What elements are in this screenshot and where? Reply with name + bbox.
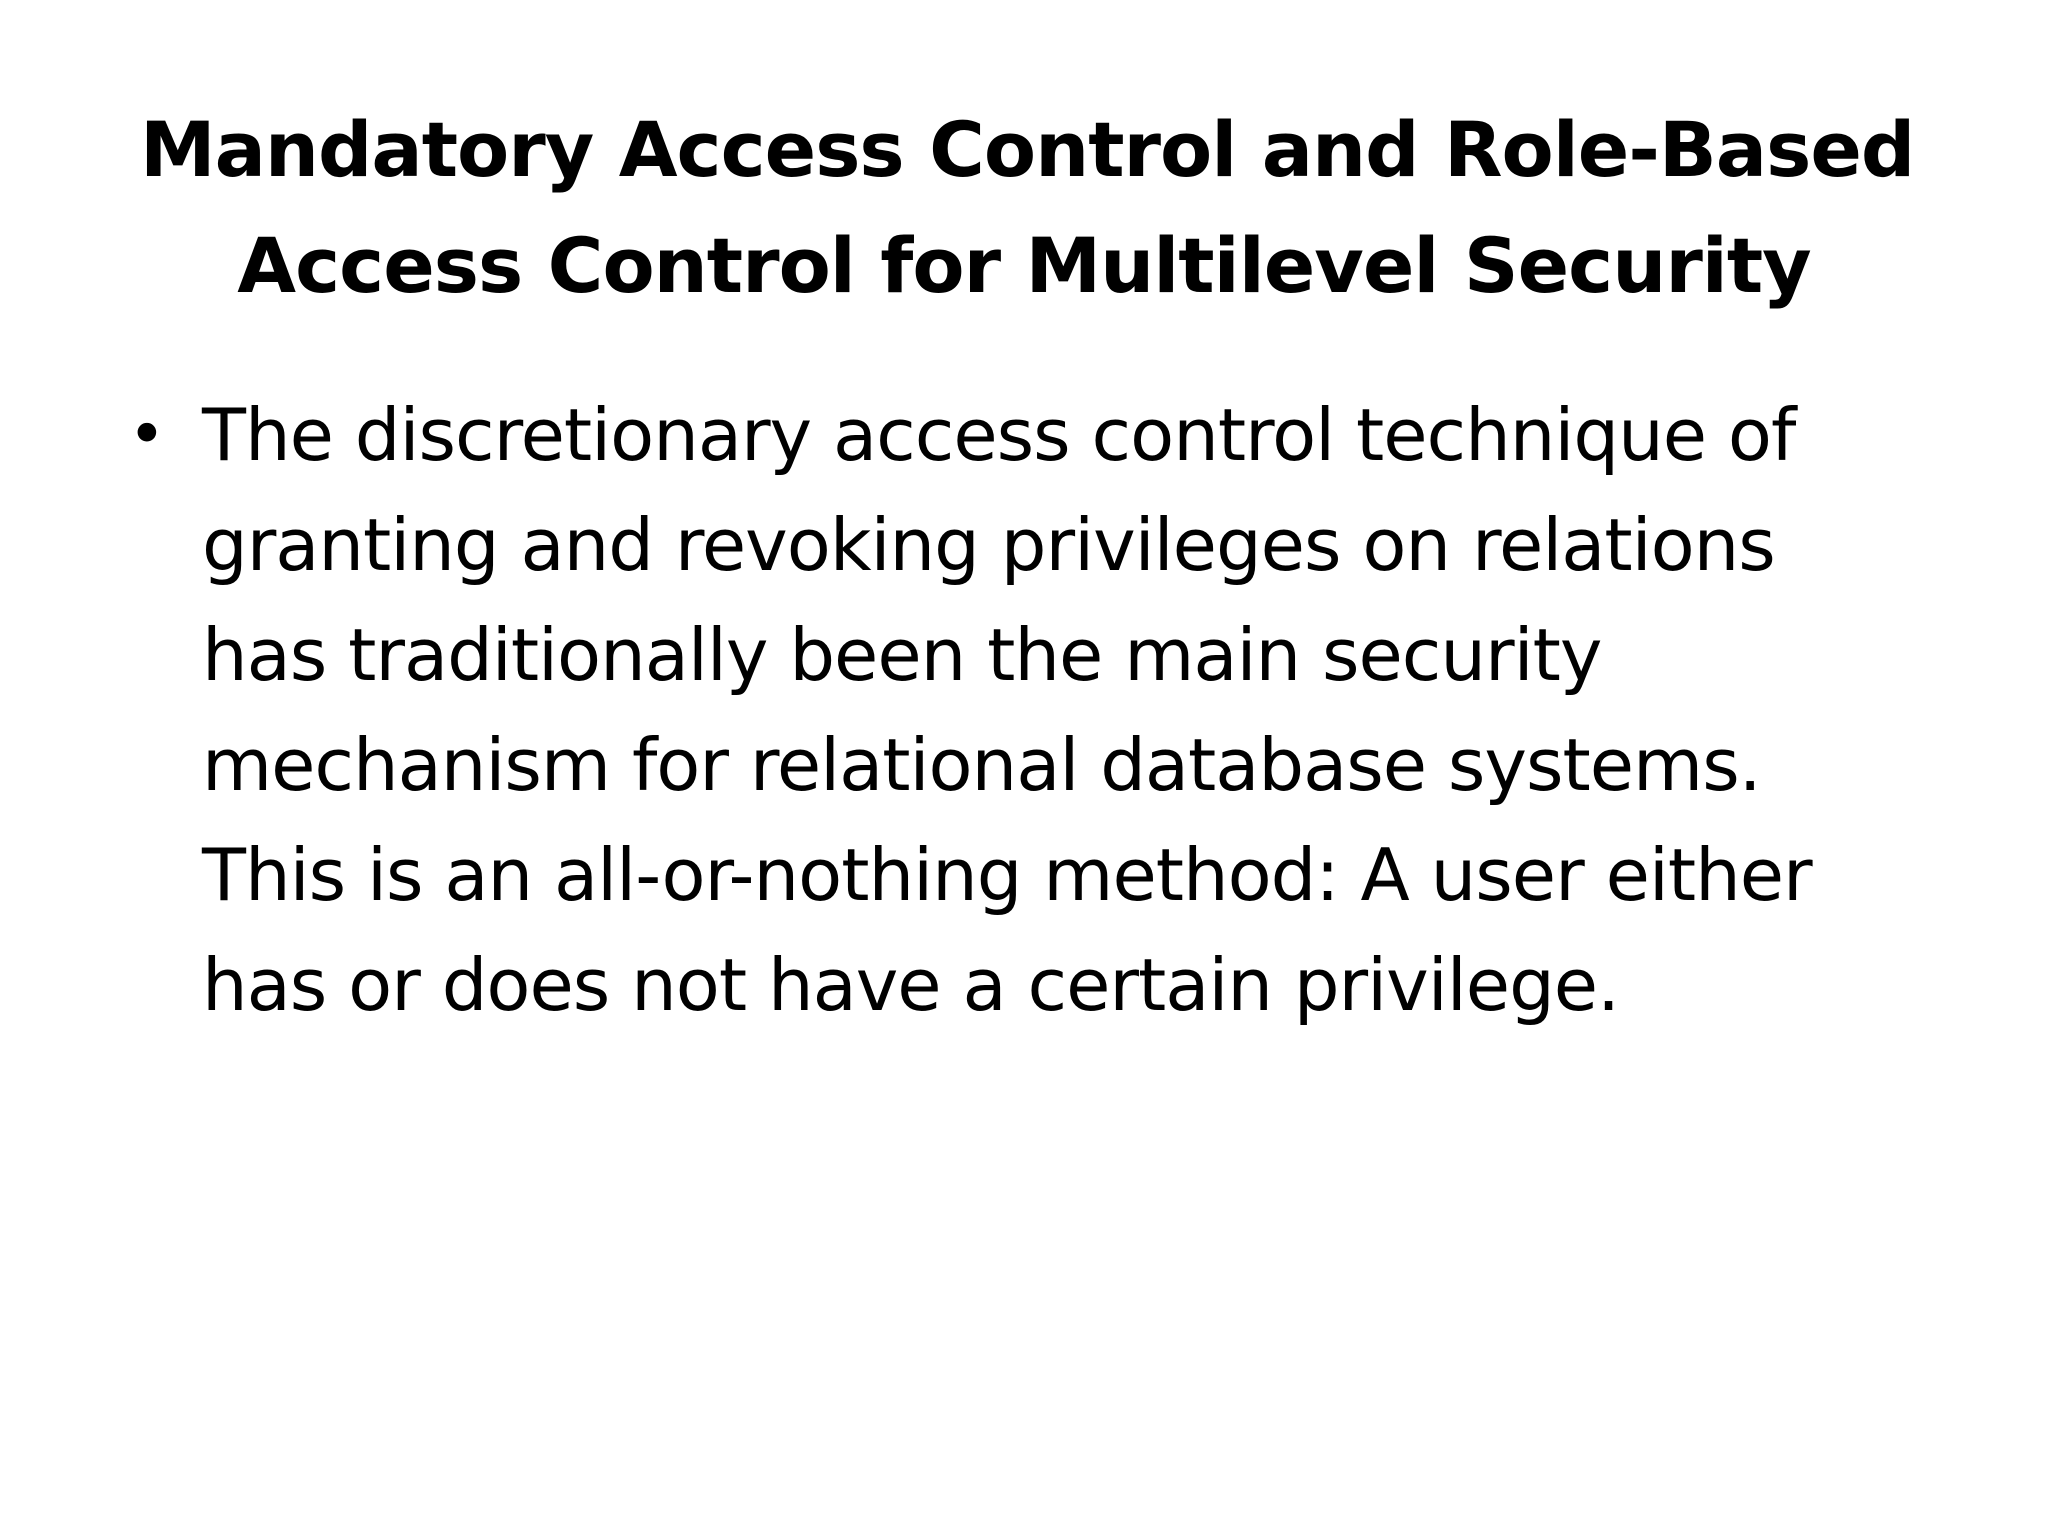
bullet-text-line-6: has or does not have a certain privilege. bbox=[202, 943, 1619, 1027]
bullet-text-line-4: mechanism for relational database systems. bbox=[202, 723, 1761, 807]
slide-title-line-1: Mandatory Access Control and Role-Based bbox=[140, 105, 1915, 194]
slide-body bbox=[120, 380, 1940, 1040]
bullet-text-line-5: This is an all-or-nothing method: A user either bbox=[202, 833, 1812, 917]
slide-title bbox=[140, 92, 1915, 324]
bullet-text-line-2: granting and revoking privileges on relations bbox=[202, 503, 1775, 587]
slide-title-line-2: Access Control for Multilevel Security bbox=[237, 221, 1811, 310]
bullet-text-line-1: The discretionary access control technique of bbox=[202, 393, 1796, 477]
bullet-text-line-3: has traditionally been the main security bbox=[202, 613, 1602, 697]
bullet-icon: • bbox=[128, 398, 166, 472]
bullet-text bbox=[202, 380, 1940, 1040]
bullet-item bbox=[120, 380, 1940, 1040]
